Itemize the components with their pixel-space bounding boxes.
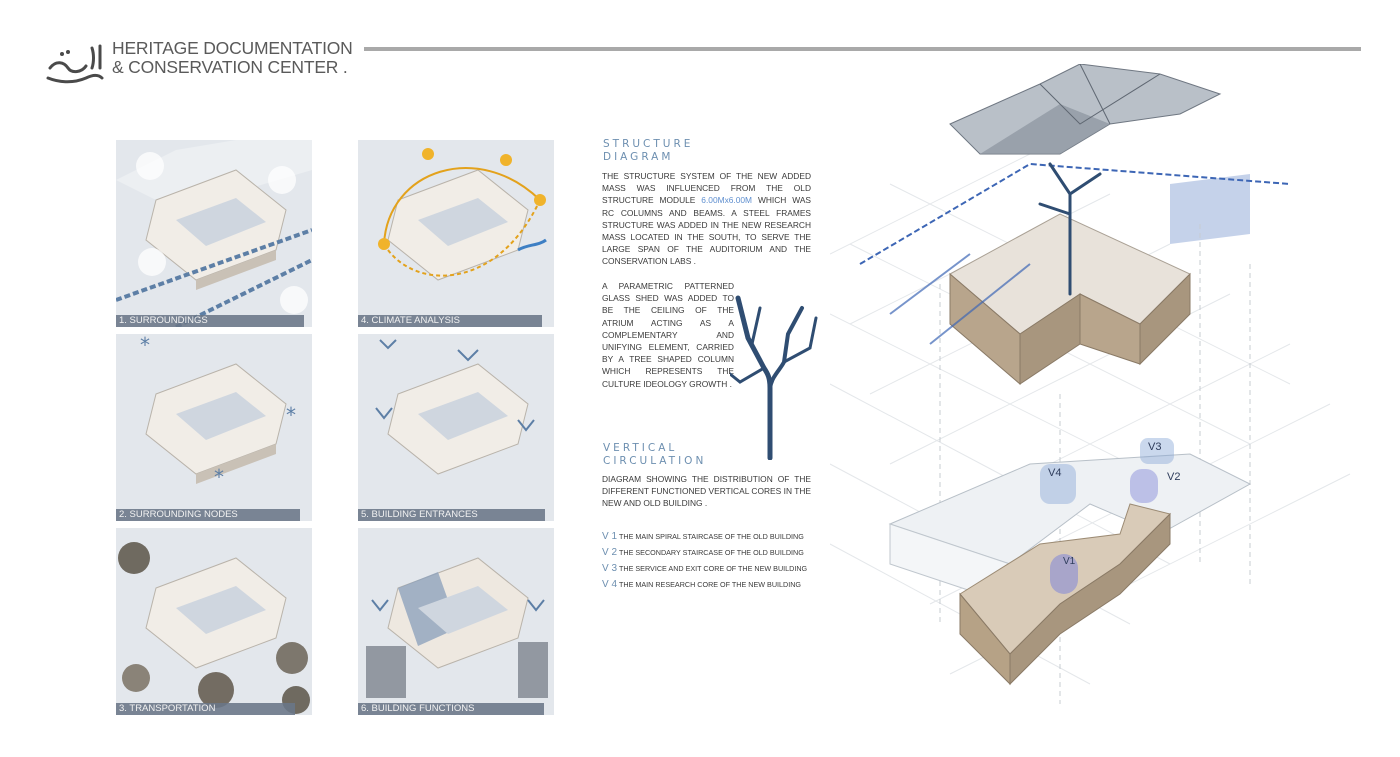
panel-caption: 2. SURROUNDING NODES: [116, 509, 300, 521]
vertical-circulation-heading: [603, 442, 706, 467]
legend-text: THE SERVICE AND EXIT CORE OF THE NEW BUILDING: [619, 564, 808, 573]
parametric-glass-roof: [950, 64, 1220, 154]
structure-title-line-2: DIAGRAM: [603, 150, 674, 163]
building-functions-illustration: [358, 528, 554, 715]
panel-surrounding-nodes: [116, 334, 312, 521]
header-divider: [364, 47, 1361, 51]
surroundings-illustration: [116, 140, 312, 327]
panel-climate-analysis: [358, 140, 554, 327]
circulation-description: DIAGRAM SHOWING THE DISTRIBUTION OF THE DIFFERENT FUNCTIONED VERTICAL CORES IN THE NEW AND OLD BUILDING .: [602, 474, 811, 509]
legend-text: THE MAIN RESEARCH CORE OF THE NEW BUILDING: [619, 580, 801, 589]
panel-building-functions: [358, 528, 554, 715]
core-label-v3: V3: [1148, 441, 1162, 453]
legend-text: THE SECONDARY STAIRCASE OF THE OLD BUILDING: [619, 548, 804, 557]
structure-text-b: WHICH WAS RC COLUMNS AND BEAMS. A STEEL FRAMES STRUCTURE WAS ADDED IN THE NEW RESEARCH MASS LOCATED IN THE SOUTH, TO SERVE THE LARGE SPAN OF THE AUDITORIUM AND THE CONSERVATION LABS .: [602, 195, 811, 267]
panel-building-entrances: [358, 334, 554, 521]
panel-caption: 6. BUILDING FUNCTIONS: [358, 703, 544, 715]
axonometric-diagrams: [830, 64, 1360, 744]
structure-title-line-1: STRUCTURE: [603, 138, 694, 150]
structure-axonometric: [860, 164, 1290, 384]
structure-diagram-heading: [603, 138, 693, 163]
core-label-v1: V1: [1063, 556, 1076, 567]
legend-item-v1: [602, 531, 804, 543]
svg-text:*: *: [286, 403, 296, 427]
circulation-title-line-2: CIRCULATION: [603, 454, 707, 467]
svg-text:*: *: [140, 334, 150, 357]
surrounding-nodes-illustration: [116, 334, 312, 521]
structure-module-size: 6.00Mx6.00M: [701, 195, 753, 206]
core-label-v4: V4: [1048, 467, 1062, 479]
legend-code: V 2: [602, 547, 618, 558]
core-label-v2: V2: [1167, 471, 1181, 483]
panel-caption: 4. CLIMATE ANALYSIS: [358, 315, 542, 327]
structure-text-a: THE STRUCTURE SYSTEM OF THE NEW ADDED MASS WAS INFLUENCED FROM THE OLD STRUCTURE MODULE: [602, 171, 811, 206]
structure-paragraph-2: A PARAMETRIC PATTERNED GLASS SHED WAS ADDED TO BE THE CEILING OF THE ATRIUM ACTING AS A COMPLEMENTARY AND UNIFYING ELEMENT, CARRIED BY A TREE SHAPED COLUMN WHICH REPRESENTS THE CULTURE IDEOLOGY GROWTH .: [602, 281, 734, 389]
transportation-illustration: [116, 528, 312, 715]
legend-item-v4: [602, 579, 801, 591]
calligraphy-logo: [42, 38, 108, 86]
svg-text:*: *: [214, 465, 224, 489]
legend-code: V 4: [602, 579, 618, 590]
title-line-2: & CONSERVATION CENTER .: [112, 57, 348, 77]
building-entrances-illustration: [358, 334, 554, 521]
legend-code: V 3: [602, 563, 618, 574]
circulation-title-line-1: VERTICAL: [603, 442, 678, 454]
legend-text: THE MAIN SPIRAL STAIRCASE OF THE OLD BUILDING: [619, 532, 804, 541]
tree-column-illustration: [730, 278, 826, 460]
structure-paragraph-1: [602, 170, 811, 268]
title-line-1: HERITAGE DOCUMENTATION: [112, 38, 353, 58]
legend-code: V 1: [602, 531, 618, 542]
page-title: [112, 39, 353, 77]
panel-caption: 1. SURROUNDINGS: [116, 315, 304, 327]
panel-transportation: [116, 528, 312, 715]
climate-analysis-illustration: [358, 140, 554, 327]
panel-caption: 5. BUILDING ENTRANCES: [358, 509, 545, 521]
legend-item-v3: [602, 563, 807, 575]
legend-item-v2: [602, 547, 804, 559]
panel-surroundings: [116, 140, 312, 327]
panel-caption: 3. TRANSPORTATION: [116, 703, 295, 715]
